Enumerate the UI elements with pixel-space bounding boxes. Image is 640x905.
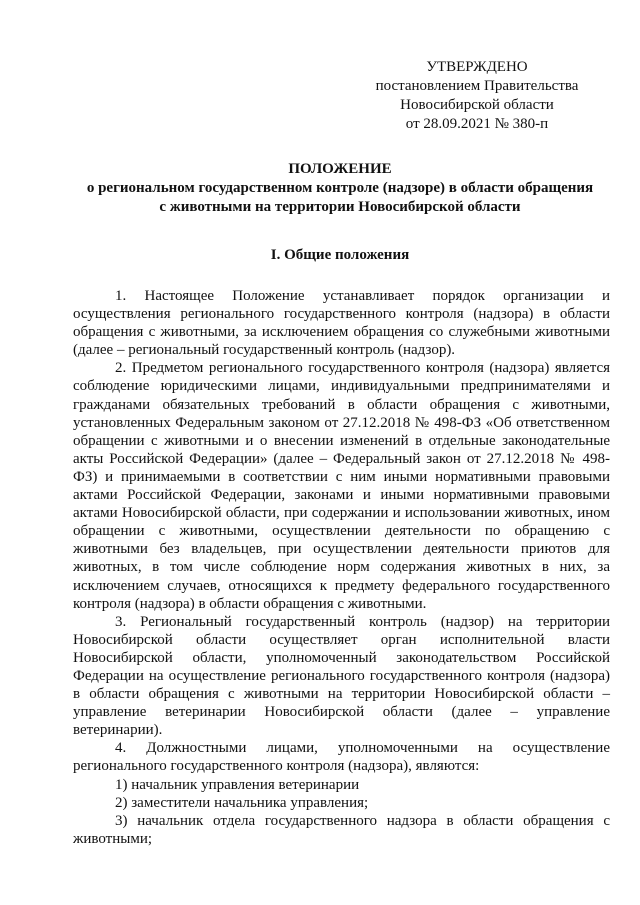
document-title <box>40 160 640 217</box>
document-body <box>73 287 610 848</box>
paragraph-3: 3. Региональный государственный контроль (надзор) на территории Новосибирской области осуществляет орган исполнительной власти Новосибирской области, уполномоченный законодательством Российской Федерации на осуществление регионального государственного контроля (надзора) в области обращения с животными на территории Новосибирской области – управление ветеринарии Новосибирской области (далее – управление ветеринарии). <box>73 613 610 739</box>
title-main: ПОЛОЖЕНИЕ <box>288 161 392 177</box>
list-item-2: 2) заместители начальника управления; <box>115 794 369 811</box>
approval-region: Новосибирской области <box>400 97 554 113</box>
list-item-1: 1) начальник управления ветеринарии <box>115 776 360 793</box>
title-subtitle-line-2: с животными на территории Новосибирской области <box>159 199 521 215</box>
approval-heading: УТВЕРЖДЕНО <box>426 59 528 75</box>
section-heading: I. Общие положения <box>270 247 410 263</box>
paragraph-2: 2. Предметом регионального государственного контроля (надзора) является соблюдение юридическими лицами, индивидуальными предпринимателями и гражданами обязательных требований в области обращения с животными, установленных Федеральным законом от 27.12.2018 № 498-ФЗ «Об ответственном обращении с животными и о внесении изменений в отдельные законодательные акты Российской Федерации» (далее – Федеральный закон от 27.12.2018 № 498-ФЗ) и принимаемыми в соответствии с ним иными нормативными правовыми актами Российской Федерации, законами и иными нормативными правовыми актами Новосибирской области, при содержании и использовании животных, ином обращении с животными, осуществлении деятельности по обращению с животными без владельцев, при осуществлении деятельности приютов для животных, в том числе соблюдение норм содержания животных в них, за исключением случаев, относящихся к предмету федерального государственного контроля (надзора) в области обращения с животными. <box>73 360 610 612</box>
approval-issuer: постановлением Правительства <box>375 78 579 94</box>
title-subtitle-line-1: о региональном государственном контроле (надзоре) в области обращения <box>86 180 594 196</box>
approval-stamp <box>372 58 582 134</box>
paragraph-1: 1. Настоящее Положение устанавливает порядок организации и осуществления регионального государственного контроля (надзора) в области обращения с животными, за исключением обращения со служебными животными (далее – региональный государственный контроль (надзор). <box>73 288 610 359</box>
list-item-3: 3) начальник отдела государственного надзора в области обращения с животными; <box>73 812 610 847</box>
approval-date-number: от 28.09.2021 № 380-п <box>405 116 549 132</box>
paragraph-4: 4. Должностными лицами, уполномоченными на осуществление регионального государственного контроля (надзора), являются: <box>73 740 610 775</box>
